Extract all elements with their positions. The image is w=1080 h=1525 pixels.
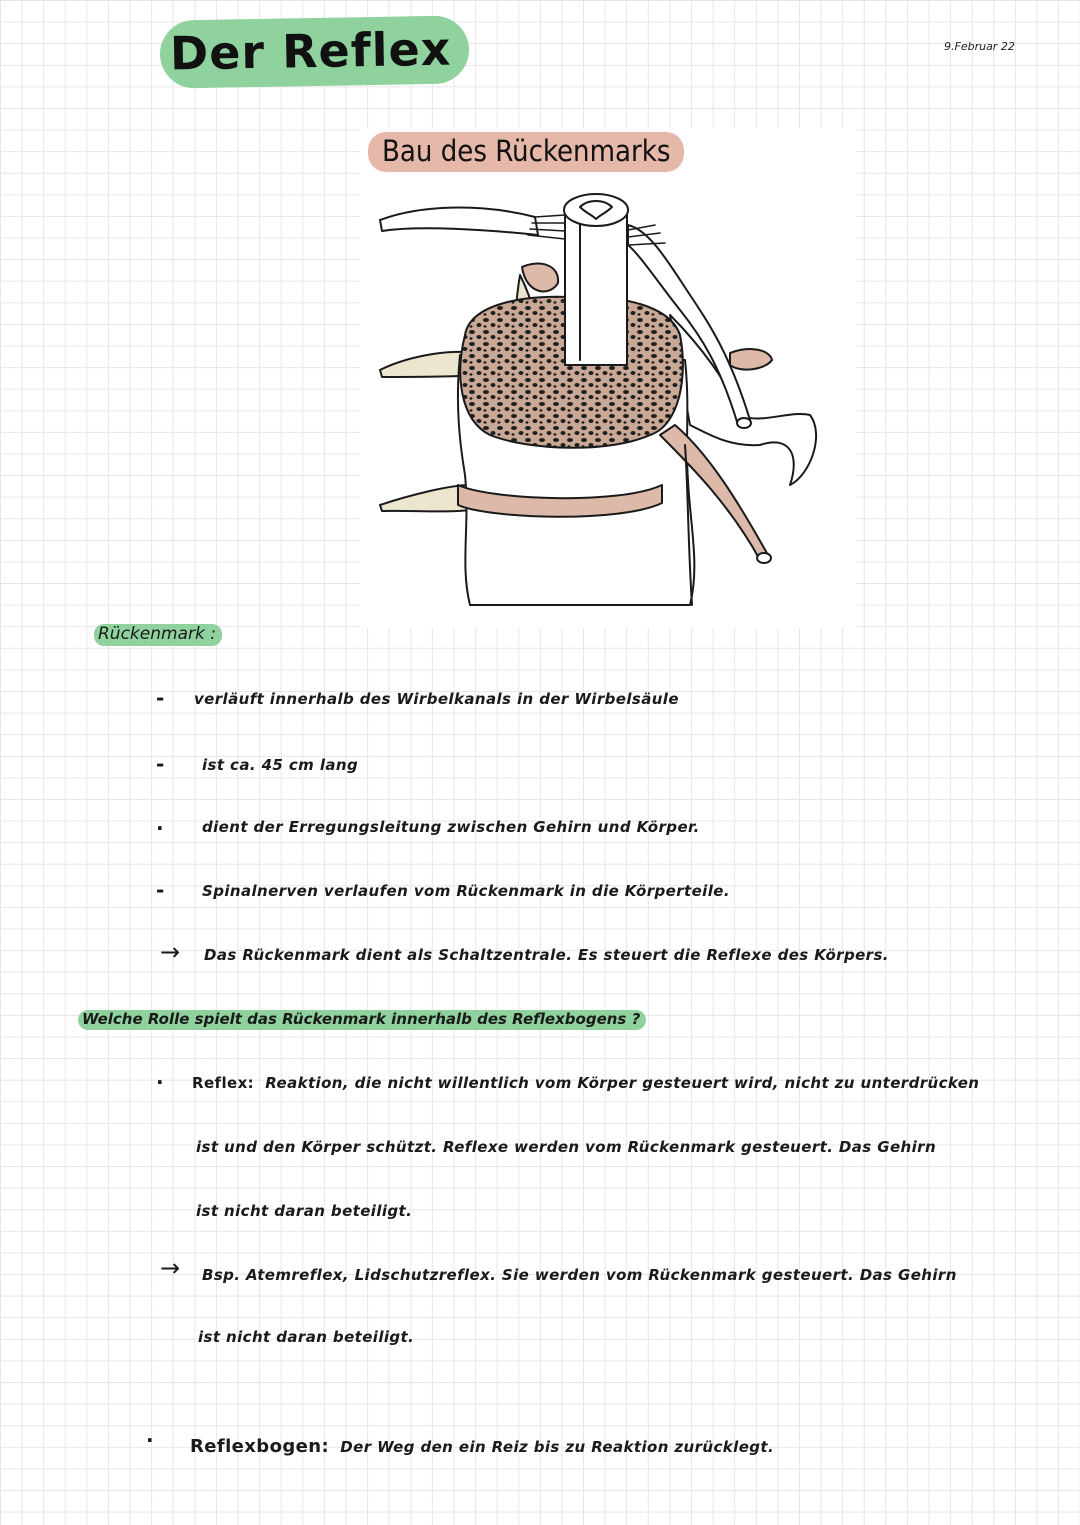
bullet-dash: - (156, 878, 165, 902)
section-heading-rueckenmark (94, 624, 222, 644)
spinal-cord-column (565, 215, 627, 365)
reflex-definition-line (192, 1074, 979, 1092)
figure-title: Bau des Rückenmarks (368, 132, 684, 172)
bullet-text: ist ca. 45 cm lang (202, 756, 359, 774)
section-heading-text: Welche Rolle spielt das Rückenmark innerhalb des Reflexbogens ? (78, 1010, 646, 1030)
facet-left (522, 264, 558, 292)
bullet-text: dient der Erregungsleitung zwischen Gehirn und Körper. (202, 818, 700, 836)
page-title: Der Reflex (159, 15, 469, 88)
facet-right (730, 349, 772, 370)
example-line: Bsp. Atemreflex, Lidschutzreflex. Sie werden vom Rückenmark gesteuert. Das Gehirn (202, 1266, 957, 1284)
reflex-definition-line: ist und den Körper schützt. Reflexe werden vom Rückenmark gesteuert. Das Gehirn (196, 1138, 937, 1156)
nerve-root-left (380, 208, 538, 235)
spinal-cord-illustration (370, 185, 840, 615)
section-heading-text: Rückenmark : (94, 624, 222, 646)
bullet-dot: · (156, 1070, 164, 1094)
reflexbogen-definition-line (190, 1436, 774, 1457)
reflex-definition-line: ist nicht daran beteiligt. (196, 1202, 413, 1220)
reflex-term: Reflex: (192, 1074, 255, 1092)
bullet-dash: - (156, 752, 165, 776)
arrow-icon: → (160, 1254, 181, 1282)
bullet-text: verläuft innerhalb des Wirbelkanals in der Wirbelsäule (194, 690, 679, 708)
section-heading-reflexbogen (78, 1010, 646, 1028)
reflexbogen-term: Reflexbogen: (190, 1436, 330, 1457)
bullet-text: Spinalnerven verlaufen vom Rückenmark in die Körperteile. (202, 882, 730, 900)
example-line: ist nicht daran beteiligt. (198, 1328, 415, 1346)
conclusion-text: Das Rückenmark dient als Schaltzentrale. Es steuert die Reflexe des Körpers. (204, 946, 889, 964)
bullet-dash: - (156, 686, 165, 710)
arrow-icon: → (160, 938, 181, 966)
date-label: 9.Februar 22 (944, 40, 1015, 53)
bullet-dot: · (146, 1428, 154, 1452)
reflexbogen-text: Der Weg den ein Reiz bis zu Reaktion zurücklegt. (340, 1438, 775, 1456)
reflex-text: Reaktion, die nicht willentlich vom Körper gesteuert wird, nicht zu unterdrücken (265, 1074, 980, 1092)
bullet-dot: · (156, 816, 164, 840)
